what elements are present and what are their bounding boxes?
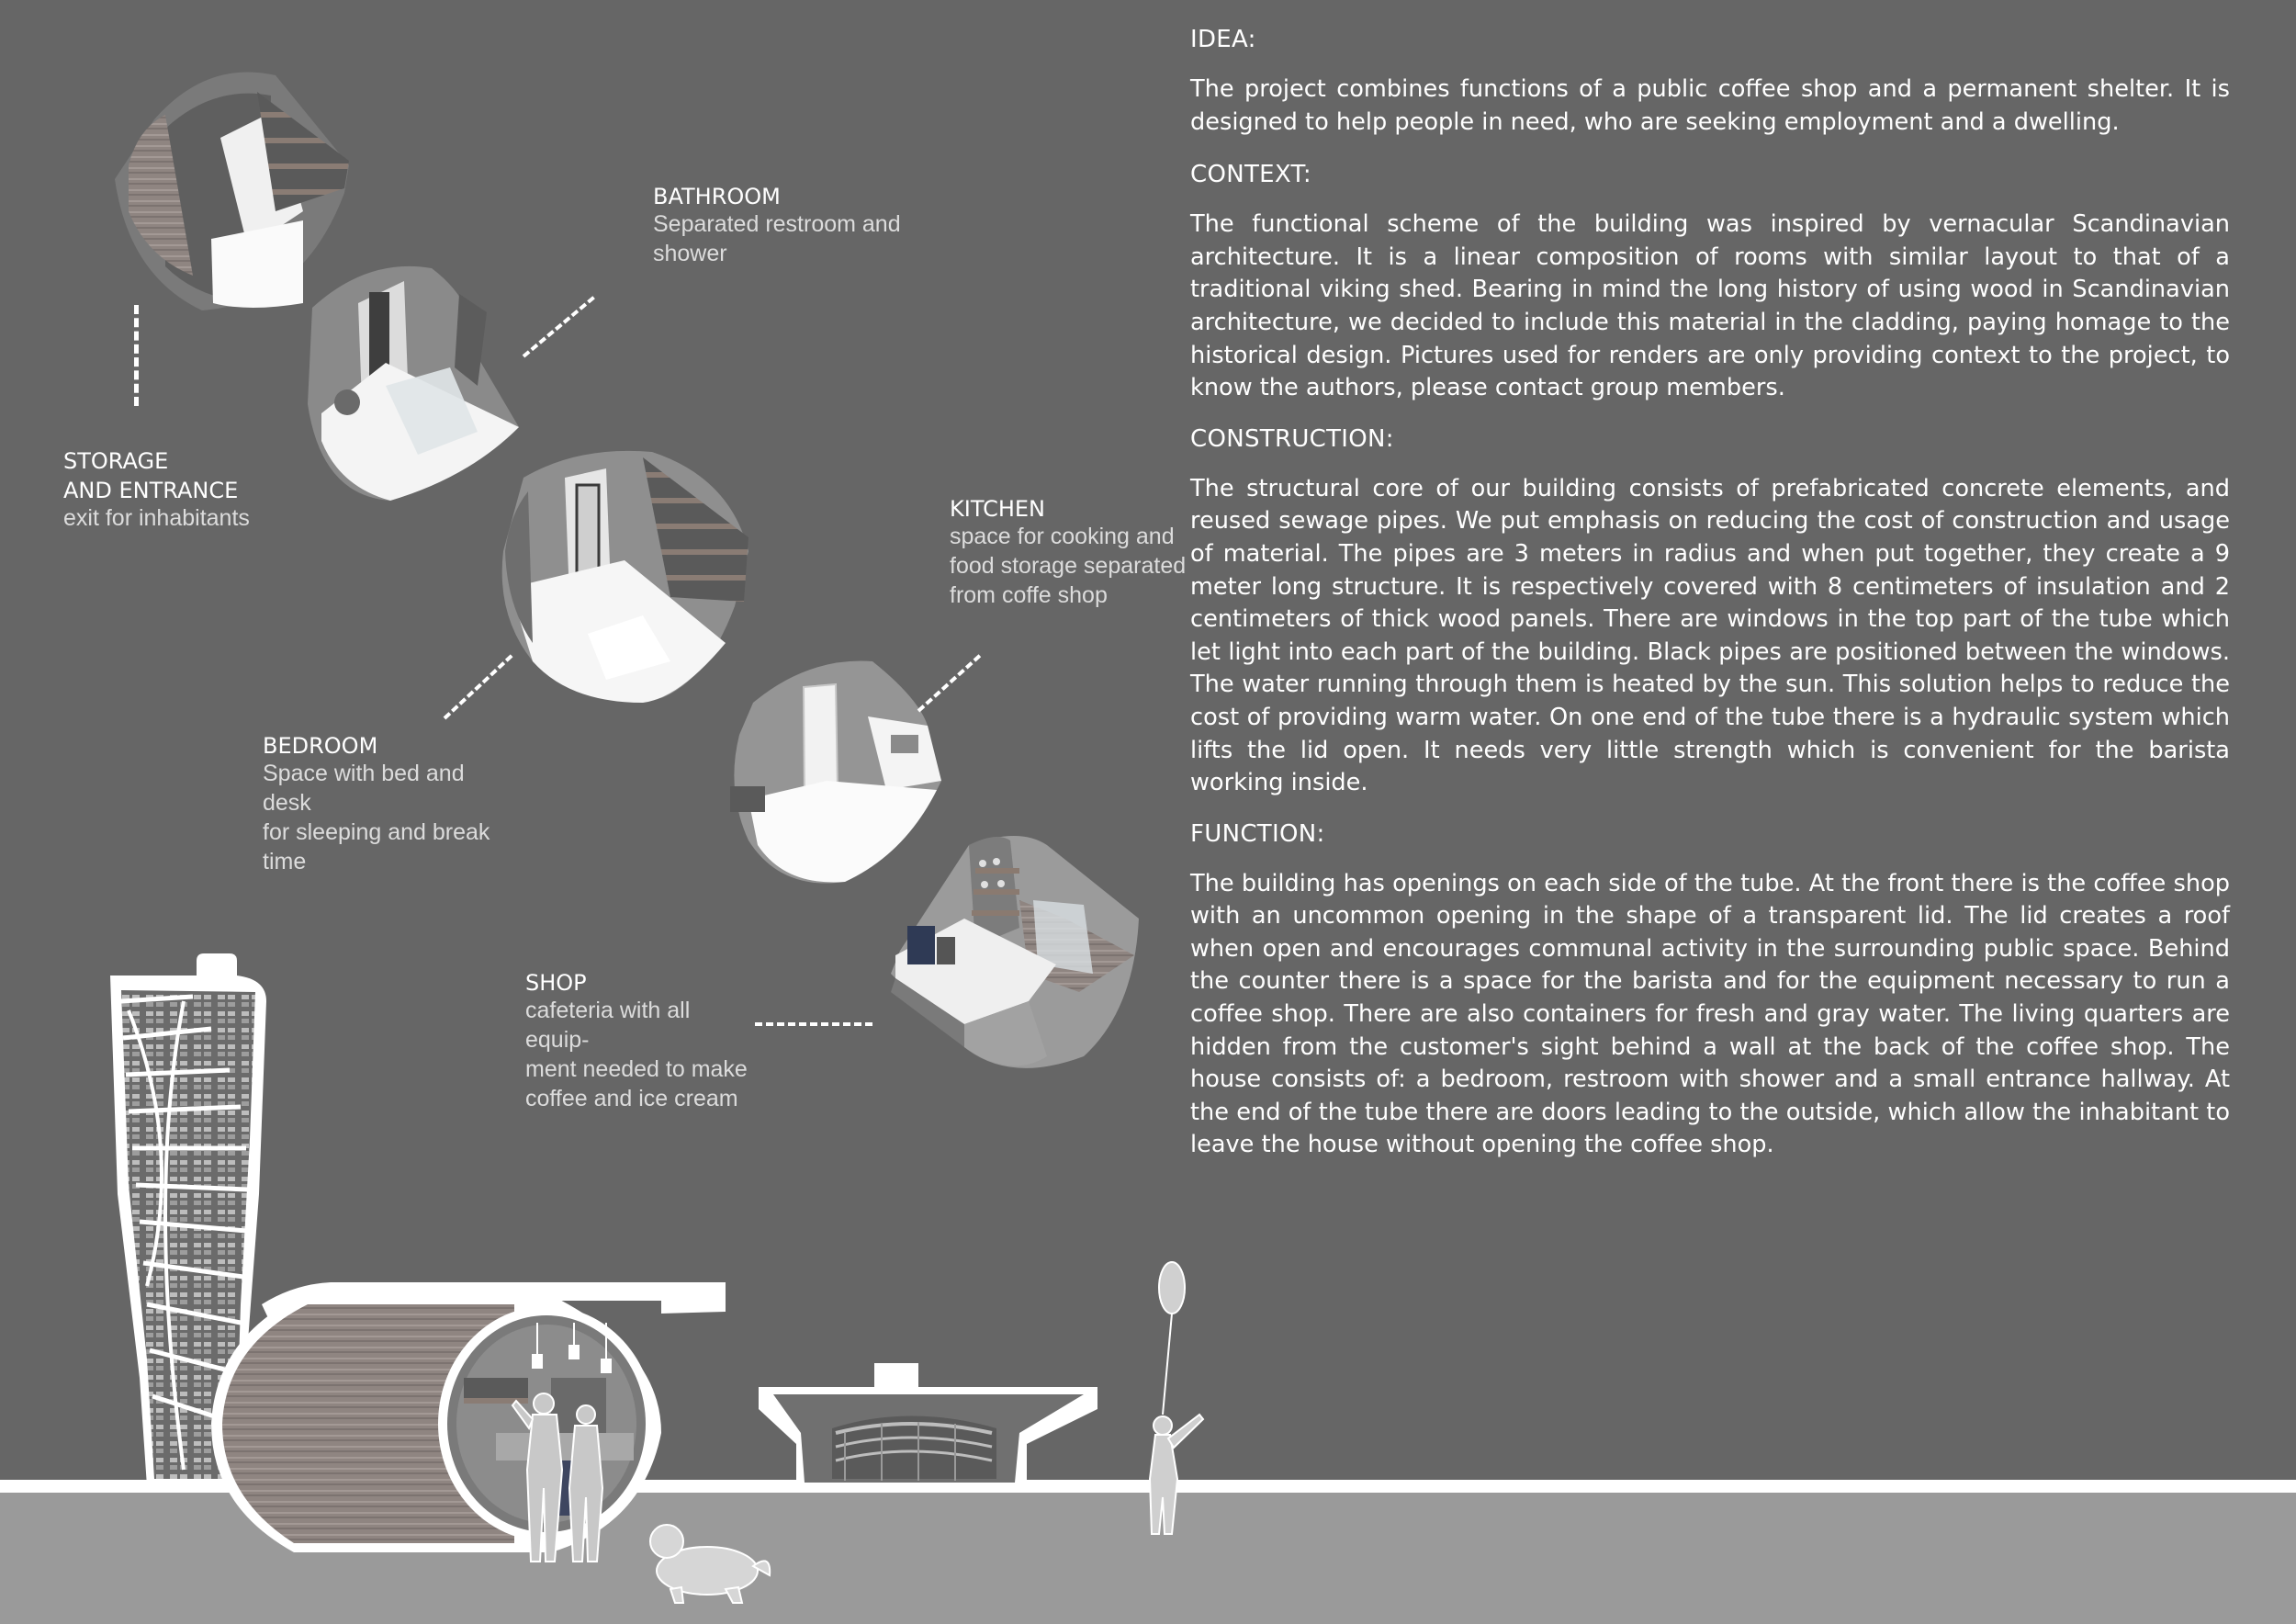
label-shop-title: SHOP bbox=[525, 970, 587, 996]
label-shop-desc-2: ment needed to make bbox=[525, 1056, 748, 1082]
pavilion bbox=[759, 1363, 1097, 1490]
text-column bbox=[1190, 26, 2230, 1162]
label-kitchen-desc-3: from coffe shop bbox=[950, 582, 1108, 608]
label-kitchen-title: KITCHEN bbox=[950, 496, 1045, 522]
label-shop bbox=[525, 970, 755, 1113]
label-bedroom-title: BEDROOM bbox=[263, 733, 378, 759]
idea-paragraph: The project combines functions of a public coffee shop and a permanent shelter. It is designed to help people in need, who are seeking employment and a dwelling. bbox=[1190, 75, 2230, 136]
leader-shop bbox=[755, 1022, 872, 1026]
label-shop-desc-3: coffee and ice cream bbox=[525, 1086, 738, 1111]
label-storage bbox=[63, 448, 339, 533]
label-storage-desc-1: exit for inhabitants bbox=[63, 505, 250, 531]
label-bathroom bbox=[653, 184, 929, 268]
leader-storage bbox=[134, 305, 139, 406]
label-bathroom-title: BATHROOM bbox=[653, 184, 781, 209]
function-heading: FUNCTION: bbox=[1190, 819, 1325, 848]
module-shop bbox=[891, 836, 1139, 1068]
module-bedroom bbox=[502, 451, 748, 703]
label-kitchen-desc-1: space for cooking and bbox=[950, 524, 1175, 549]
label-storage-title-1: STORAGE bbox=[63, 448, 169, 474]
label-bedroom-desc-3: time bbox=[263, 849, 307, 874]
context-heading: CONTEXT: bbox=[1190, 161, 1311, 189]
label-shop-desc-1: cafeteria with all equip- bbox=[525, 998, 691, 1053]
label-bathroom-desc-1: Separated restroom and bbox=[653, 211, 901, 237]
label-bedroom bbox=[263, 733, 511, 876]
label-bedroom-desc-1: Space with bed and desk bbox=[263, 761, 465, 816]
construction-paragraph: The structural core of our building consists of prefabricated concrete elements, and reused sewage pipes. We put emphasis on reducing the cost of construction and usage of material. The pipes are 3 meters in radius and when put together, they create a 9 meter long structure. It is respectively covered with 8 centimeters of insulation and 2 centimeters of thick wood panels. There are windows in the top part of the tube which let light into each part of the building. Black pipes are positioned between the windows. The water running through them is heated by the sun. This solution helps to reduce the cost of providing warm water. On one end of the tube there is a hydraulic system which lifts the lid open. It needs very little strength which is convenient for the barista working inside. bbox=[1190, 474, 2230, 797]
label-bathroom-desc-2: shower bbox=[653, 241, 727, 266]
module-storage bbox=[115, 72, 349, 310]
label-storage-title-2: AND ENTRANCE bbox=[63, 478, 239, 503]
label-bedroom-desc-2: for sleeping and break bbox=[263, 819, 490, 845]
module-bathroom bbox=[308, 266, 519, 501]
construction-heading: CONSTRUCTION: bbox=[1190, 424, 1394, 453]
label-kitchen bbox=[950, 496, 1188, 610]
label-kitchen-desc-2: food storage separated bbox=[950, 553, 1187, 579]
module-kitchen bbox=[730, 661, 941, 884]
idea-heading: IDEA: bbox=[1190, 26, 1256, 53]
function-paragraph: The building has openings on each side of the tube. At the front there is the coffee shop with an uncommon opening in the shape of a transparent lid. The lid creates a roof when open and encourages communal activity in the surrounding public space. Behind the counter there is a space for the barista and for the equipment necessary to run a coffee shop. There are also containers for fresh and gray water. The living quarters are hidden from the customer's sight behind a wall at the back of the coffee shop. The house consists of: a bedroom, restroom with shower and a small entrance hallway. At the end of the tube there are doors leading to the outside, which allow the inhabitant to leave the house without opening the coffee shop. bbox=[1190, 869, 2230, 1159]
context-paragraph: The functional scheme of the building was inspired by vernacular Scandinavian architecture. It is a linear composition of rooms with similar layout to that of a traditional viking shed. Bearing in mind the long history of using wood in Scandinavian architecture, we decided to include this material in the cladding, paying homage to the historical design. Pictures used for renders are only providing context to the project, to know the authors, please contact group members. bbox=[1190, 210, 2230, 402]
